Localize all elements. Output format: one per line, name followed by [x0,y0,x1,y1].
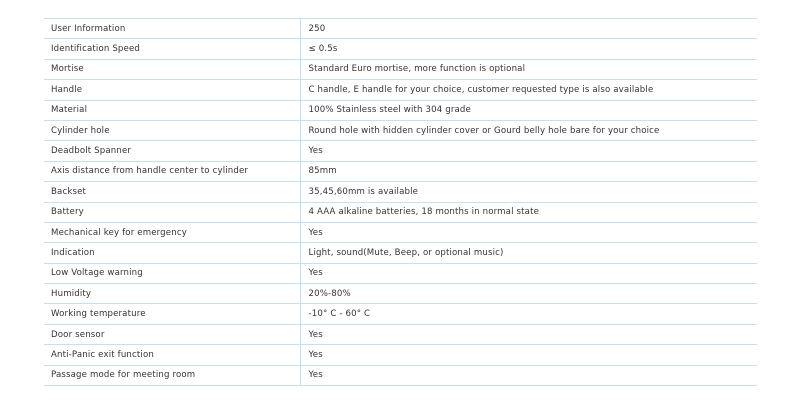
spec-value: Yes [300,141,757,161]
table-row [44,304,757,324]
table-row [44,39,757,59]
spec-value: ≤ 0.5s [300,39,757,59]
spec-label: Cylinder hole [44,120,300,140]
table-row [44,80,757,100]
spec-label: Passage mode for meeting room [44,365,300,385]
table-row [44,365,757,385]
table-row [44,202,757,222]
spec-label: Deadbolt Spanner [44,141,300,161]
specifications-table-body [44,19,757,386]
table-row [44,59,757,79]
table-row [44,222,757,242]
table-row [44,182,757,202]
spec-label: Backset [44,182,300,202]
table-row [44,120,757,140]
table-row [44,19,757,39]
spec-value: Standard Euro mortise, more function is optional [300,59,757,79]
spec-value: Yes [300,345,757,365]
table-row [44,324,757,344]
table-row [44,284,757,304]
table-row [44,263,757,283]
spec-label: User Information [44,19,300,39]
spec-value: Yes [300,365,757,385]
spec-value: Round hole with hidden cylinder cover or Gourd belly hole bare for your choice [300,120,757,140]
table-row [44,100,757,120]
spec-value: 85mm [300,161,757,181]
spec-value: Yes [300,324,757,344]
spec-value: 250 [300,19,757,39]
spec-value: 100% Stainless steel with 304 grade [300,100,757,120]
spec-label: Indication [44,243,300,263]
table-row [44,243,757,263]
spec-label: Material [44,100,300,120]
spec-value: C handle, E handle for your choice, customer requested type is also available [300,80,757,100]
spec-label: Axis distance from handle center to cylinder [44,161,300,181]
spec-value: -10° C - 60° C [300,304,757,324]
spec-label: Door sensor [44,324,300,344]
spec-label: Working temperature [44,304,300,324]
spec-value: Yes [300,222,757,242]
spec-label: Anti-Panic exit function [44,345,300,365]
spec-value: Light, sound(Mute, Beep, or optional music) [300,243,757,263]
spec-label: Mortise [44,59,300,79]
table-row [44,345,757,365]
specifications-table [44,18,757,386]
spec-label: Humidity [44,284,300,304]
spec-value: 35,45,60mm is available [300,182,757,202]
table-row [44,161,757,181]
spec-value: 20%-80% [300,284,757,304]
spec-label: Identification Speed [44,39,300,59]
spec-value: Yes [300,263,757,283]
table-row [44,141,757,161]
spec-value: 4 AAA alkaline batteries, 18 months in normal state [300,202,757,222]
spec-label: Handle [44,80,300,100]
spec-label: Low Voltage warning [44,263,300,283]
spec-label: Mechanical key for emergency [44,222,300,242]
spec-label: Battery [44,202,300,222]
